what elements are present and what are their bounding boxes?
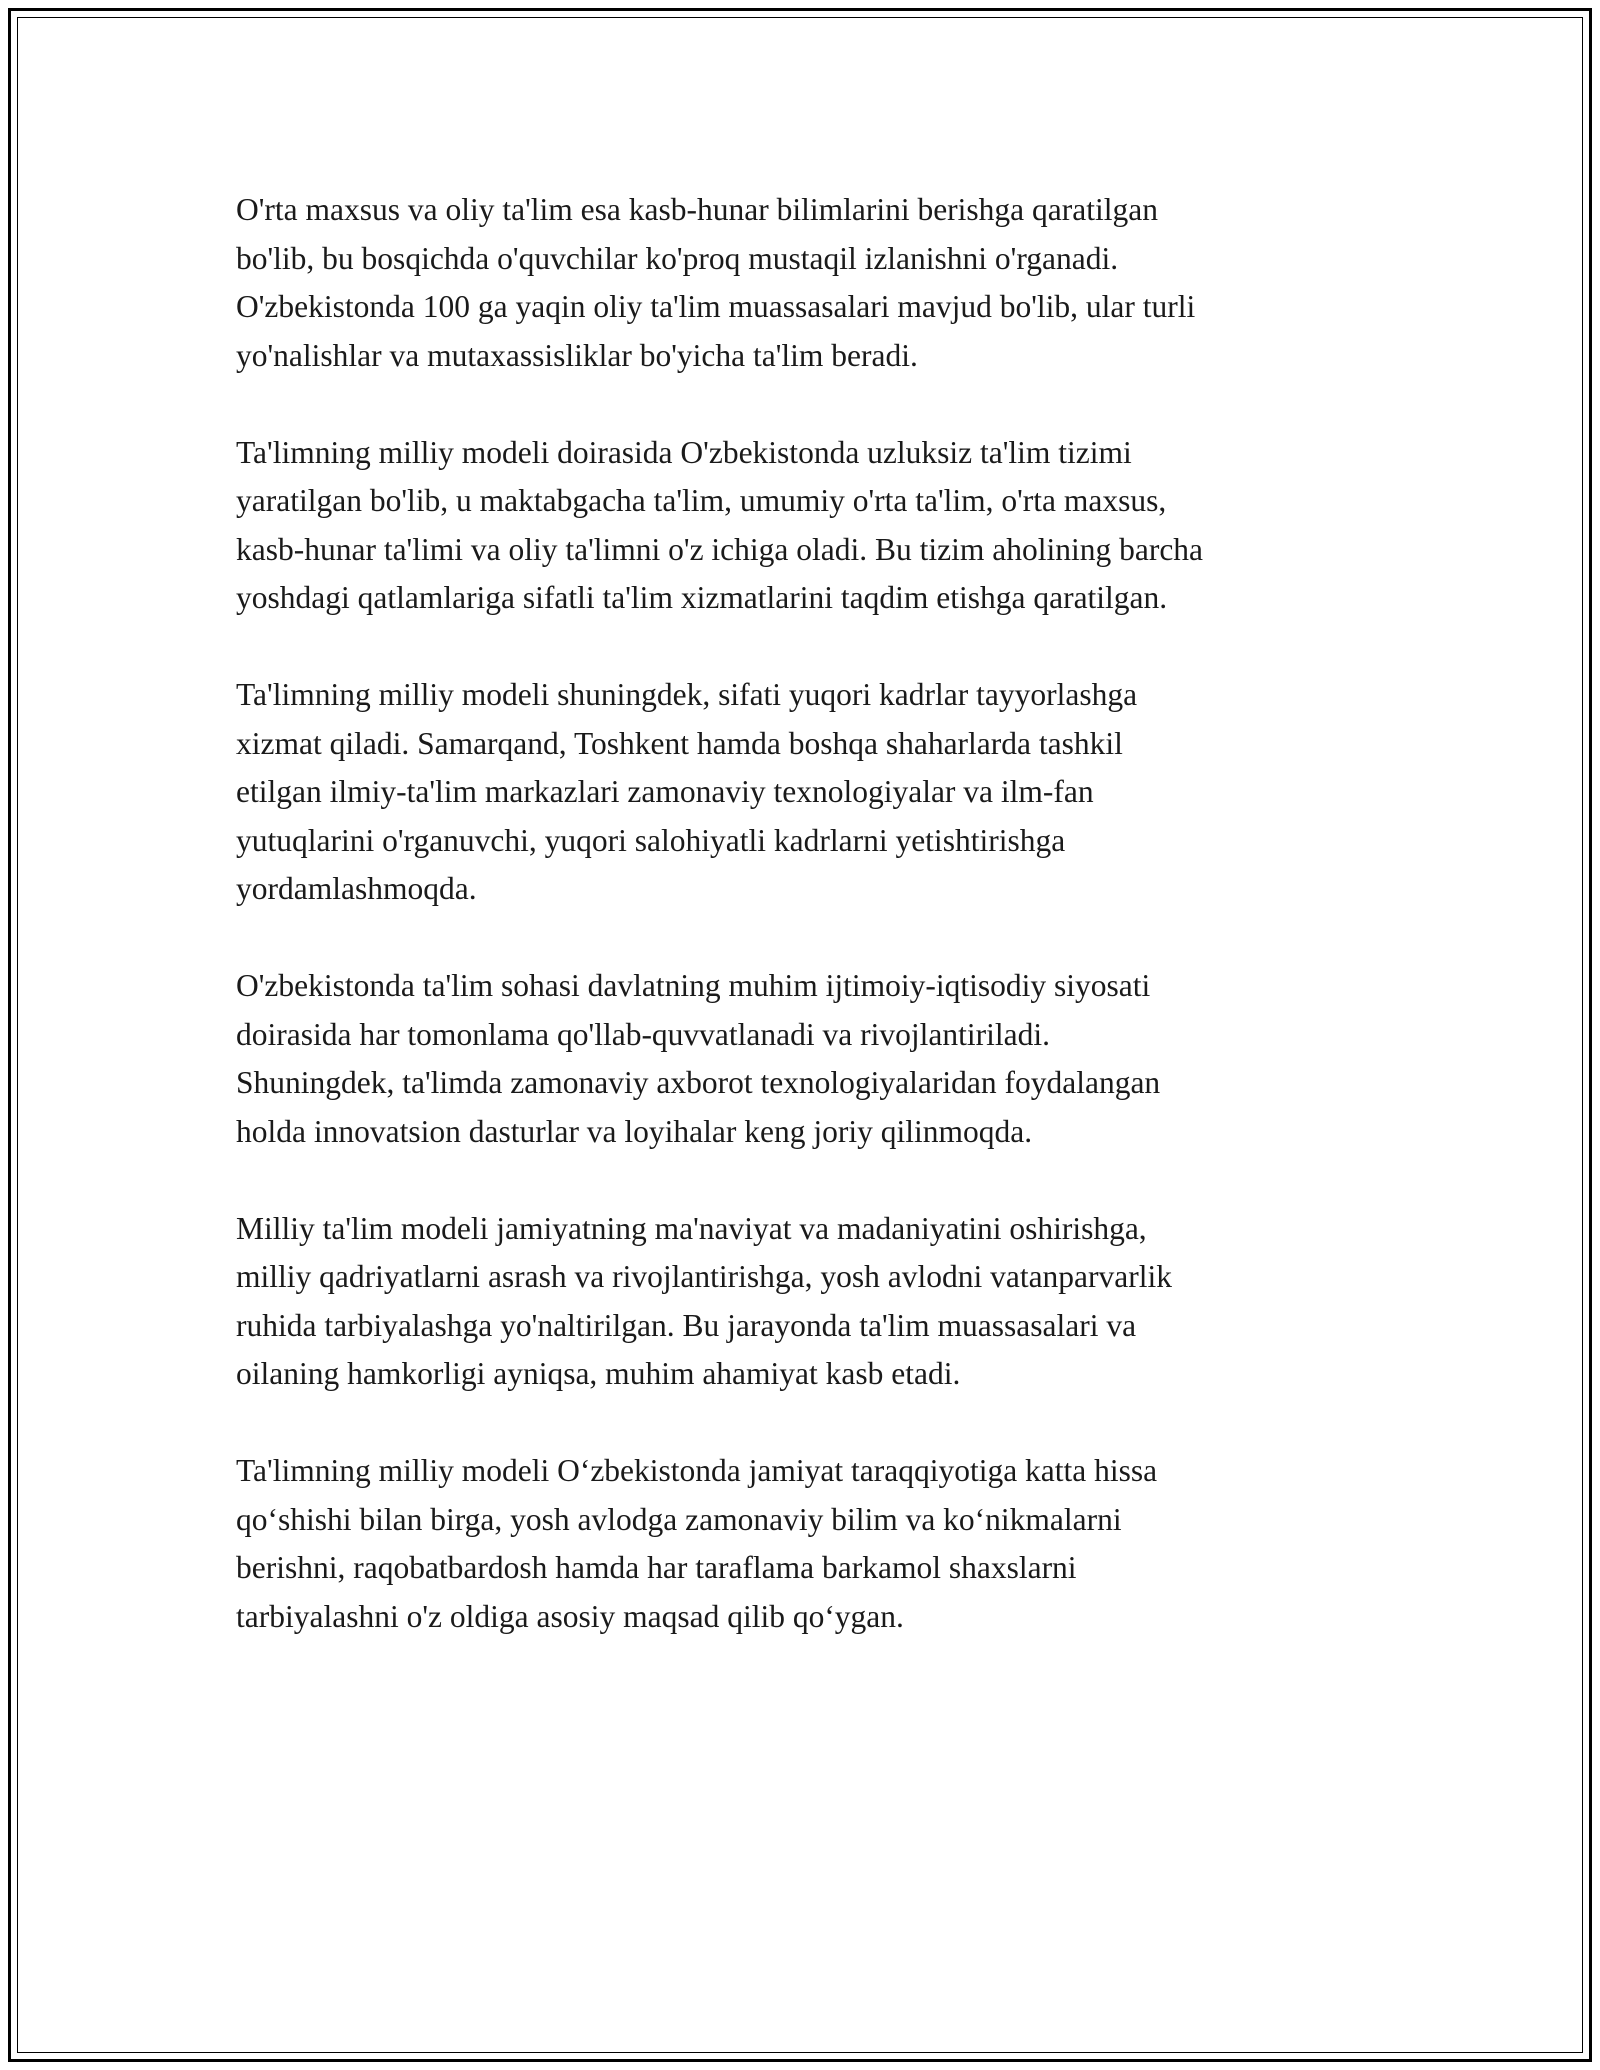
document-body	[236, 186, 1376, 1690]
paragraph-1: O'rta maxsus va oliy ta'lim esa kasb-hunar bilimlarini berishga qaratilgan bo'lib, bu bosqichda o'quvchilar ko'proq mustaqil izlanishni o'rganadi. O'zbekistonda 100 ga yaqin oliy ta'lim muassasalari mavjud bo'lib, ular turli yo'nalishlar va mutaxassisliklar bo'yicha ta'lim beradi.	[236, 192, 1196, 373]
paragraph-4: O'zbekistonda ta'lim sohasi davlatning muhim ijtimoiy-iqtisodiy siyosati doirasida har tomonlama qo'llab-quvvatlanadi va rivojlantiriladi. Shuningdek, ta'limda zamonaviy axborot texnologiyalaridan foydalangan holda innovatsion dasturlar va loyihalar keng joriy qilinmoqda.	[236, 968, 1161, 1149]
paragraph-5: Milliy ta'lim modeli jamiyatning ma'naviyat va madaniyatini oshirishga, milliy qadriyatlarni asrash va rivojlantirishga, yosh avlodni vatanparvarlik ruhida tarbiyalashga yo'naltirilgan. Bu jarayonda ta'lim muassasalari va oilaning hamkorligi ayniqsa, muhim ahamiyat kasb etadi.	[236, 1210, 1173, 1391]
paragraph-6: Ta'limning milliy modeli O‘zbekistonda jamiyat taraqqiyotiga katta hissa qo‘shishi bilan birga, yosh avlodga zamonaviy bilim va ko‘nikmalarni berishni, raqobatbardosh hamda har taraflama barkamol shaxslarni tarbiyalashni o'z oldiga asosiy maqsad qilib qo‘ygan.	[236, 1453, 1158, 1634]
paragraph-2: Ta'limning milliy modeli doirasida O'zbekistonda uzluksiz ta'lim tizimi yaratilgan bo'lib, u maktabgacha ta'lim, umumiy o'rta ta'lim, o'rta maxsus, kasb-hunar ta'limi va oliy ta'limni o'z ichiga oladi. Bu tizim aholining barcha yoshdagi qatlamlariga sifatli ta'lim xizmatlarini taqdim etishga qaratilgan.	[236, 434, 1204, 615]
paragraph-3: Ta'limning milliy modeli shuningdek, sifati yuqori kadrlar tayyorlashga xizmat qiladi. Samarqand, Toshkent hamda boshqa shaharlarda tashkil etilgan ilmiy-ta'lim markazlari zamonaviy texnologiyalar va ilm-fan yutuqlarini o'rganuvchi, yuqori salohiyatli kadrlarni yetishtirishga yordamlashmoqda.	[236, 677, 1138, 906]
